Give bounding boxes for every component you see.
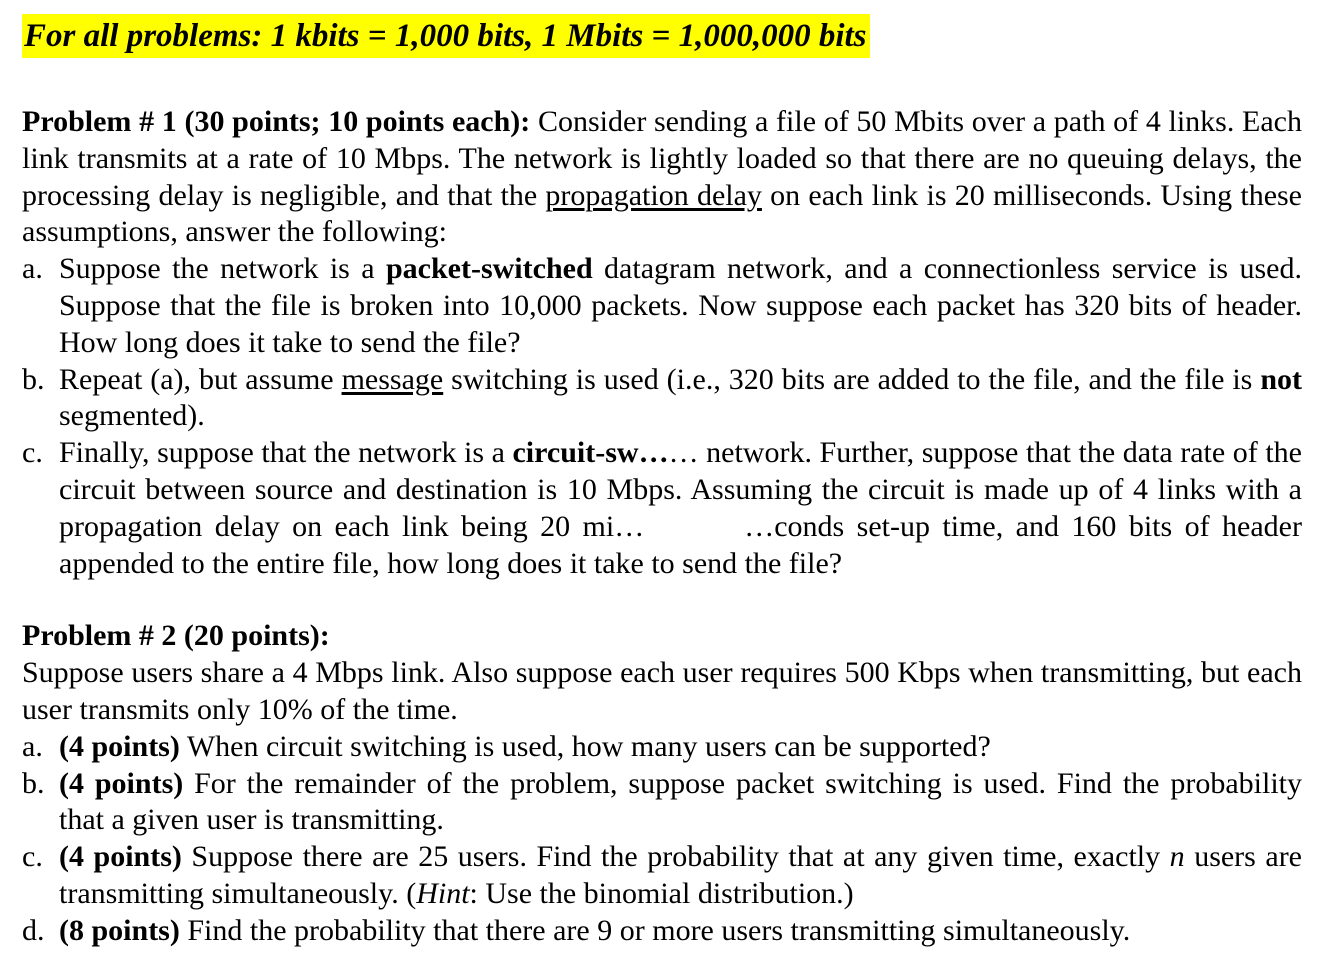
- problem-1-list: [22, 251, 1302, 582]
- points-label: (4 points): [59, 840, 182, 874]
- problem-1-item-c: [22, 435, 1302, 582]
- document-page: [22, 14, 1302, 950]
- units-banner: For all problems: 1 kbits = 1,000 bits, 1 Mbits = 1,000,000 bits: [22, 14, 870, 58]
- problem-1-intro-text-1: Consider sending a file of 50 Mbits over a path of 4 links. Each link transmits at a rate of 10 Mbps. The network is lightly loaded so that there are no queuing delays, the processing delay is negligible, and that the: [22, 105, 1302, 212]
- item-b-text-1: Repeat (a), but assume: [59, 362, 342, 396]
- item-c-text-1: Finally, suppose that the network is a: [59, 436, 513, 470]
- problem-1-heading: Problem # 1 (30 points; 10 points each):: [22, 105, 531, 138]
- item-text-1: Suppose there are 25 users. Find the probability that at any given time, exactly: [181, 840, 1170, 874]
- problem-1-item-a: [22, 251, 1302, 361]
- item-b-text-3: segmented).: [59, 399, 205, 433]
- message-underlined: message: [341, 362, 444, 396]
- problem-2-item-a: [22, 729, 1302, 766]
- item-a-text-2: datagram network, and a connectionless service is used. Suppose that the file is broken into 10,000 packets. Now suppose each packet has 320 bits of header. How long does it take to send the file?: [59, 252, 1302, 359]
- problem-2-item-d: [22, 913, 1302, 950]
- points-label: (4 points): [59, 766, 184, 800]
- variable-n: n: [1169, 840, 1185, 874]
- points-label: (8 points): [59, 913, 180, 947]
- problem-2-heading-line: [22, 618, 1302, 655]
- hint-label: Hint: [416, 876, 470, 910]
- item-marker: a.: [22, 252, 43, 286]
- problem-2-item-b: [22, 766, 1302, 840]
- item-marker: a.: [22, 729, 43, 763]
- item-marker: d.: [22, 913, 45, 947]
- problem-2-heading: Problem # 2 (20 points):: [22, 619, 330, 653]
- item-marker: b.: [22, 362, 45, 396]
- problem-1-item-b: [22, 362, 1302, 436]
- propagation-delay-underlined: propagation delay: [545, 178, 762, 212]
- item-text: Find the probability that there are 9 or more users transmitting simultaneously.: [179, 913, 1131, 947]
- item-text: For the remainder of the problem, suppose packet switching is used. Find the probability that a given user is transmitting.: [59, 766, 1302, 837]
- item-marker: b.: [22, 766, 45, 800]
- item-text: When circuit switching is used, how many users can be supported?: [179, 729, 991, 763]
- problem-2-list: [22, 729, 1302, 950]
- item-text-3: : Use the binomial distribution.): [469, 876, 854, 910]
- item-c-text-2: … network. Further, suppose that the data rate of the circuit between source and destination is 10 Mbps. Assuming the circuit is made up of 4 links with a propagation delay on each link being 20 mi…: [59, 436, 1302, 543]
- packet-switched-bold: packet-switched: [385, 252, 593, 286]
- item-marker: c.: [22, 840, 43, 874]
- item-marker: c.: [22, 436, 43, 470]
- problem-1-intro-text-2: on each link is 20 milliseconds. Using these assumptions, answer the following:: [22, 178, 1302, 249]
- problem-2-item-c: [22, 839, 1302, 913]
- circuit-switched-bold: circuit-sw…: [512, 436, 669, 470]
- not-bold: not: [1260, 362, 1302, 396]
- problem-2-intro: Suppose users share a 4 Mbps link. Also suppose each user requires 500 Kbps when transmitting, but each user transmits only 10% of the time.: [22, 656, 1302, 726]
- item-b-text-2: switching is used (i.e., 320 bits are added to the file, and the file is: [443, 362, 1261, 396]
- item-text-2: users are transmitting simultaneously. (: [59, 840, 1302, 910]
- points-label: (4 points): [59, 729, 180, 763]
- item-c-text-3: …conds set-up time, and 160 bits of header appended to the entire file, how long does it take to send the file?: [59, 509, 1302, 580]
- problem-1-intro: [22, 104, 1302, 251]
- item-a-text-1: Suppose the network is a: [59, 252, 386, 286]
